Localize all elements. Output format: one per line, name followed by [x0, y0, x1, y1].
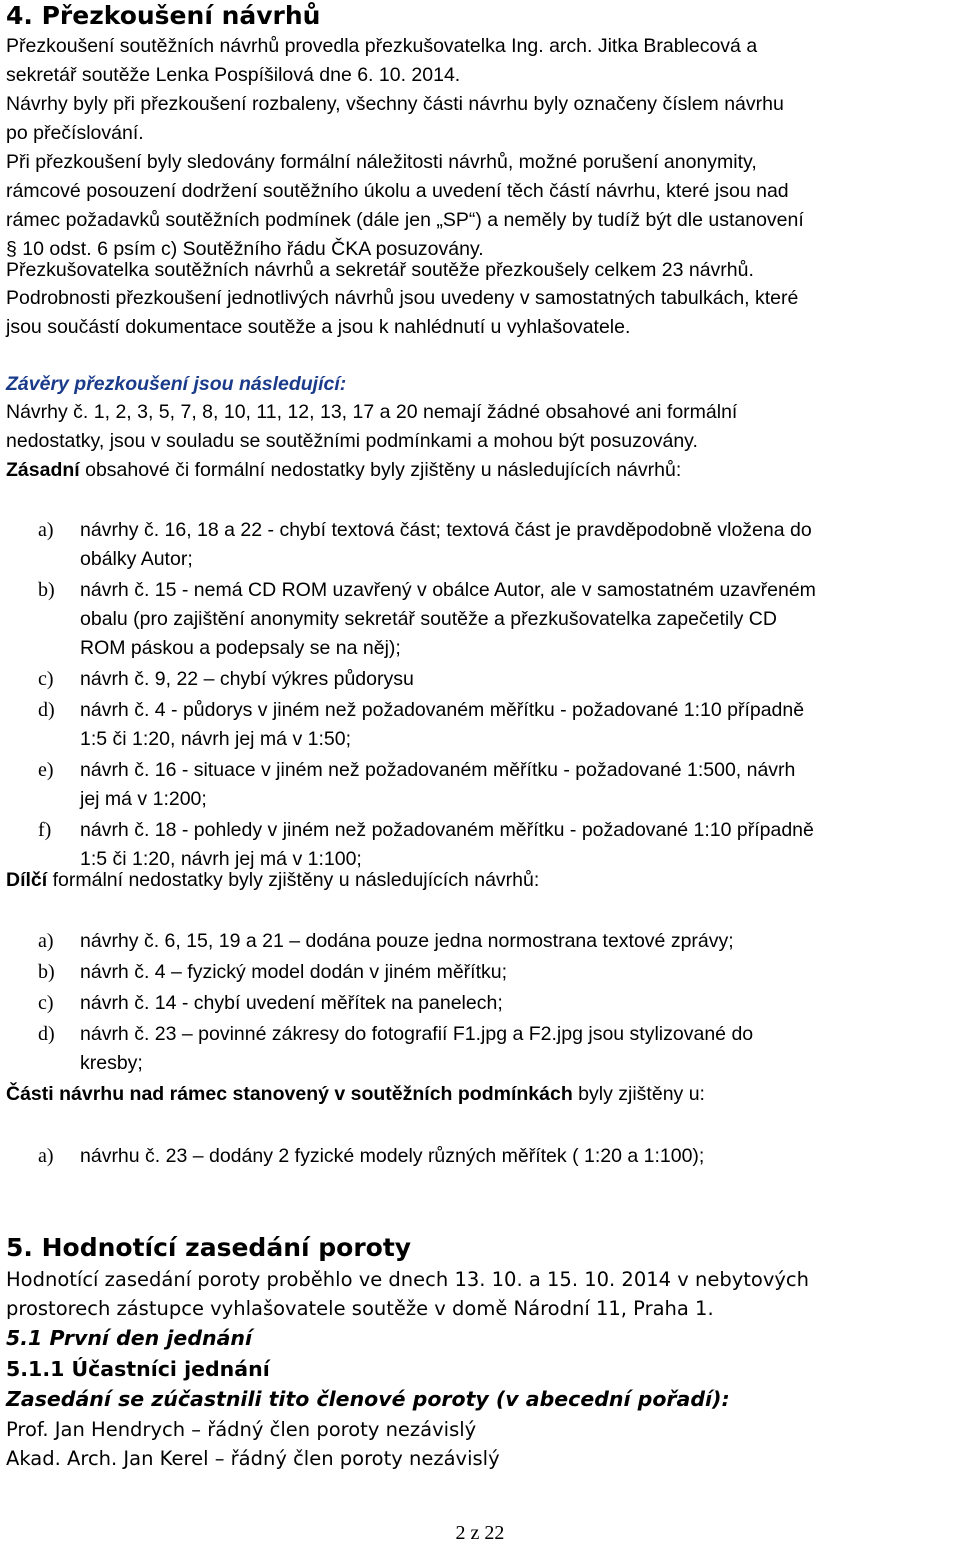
list-item	[38, 576, 958, 663]
list-item	[38, 1142, 958, 1171]
text-line: nedostatky, jsou v souladu se soutěžními podmínkami a mohou být posuzovány.	[6, 430, 698, 452]
list-item	[38, 1020, 958, 1078]
review-count-paragraph	[6, 256, 956, 285]
text-line: rámcové posouzení dodržení soutěžního úkolu a uvedení těch částí návrhu, které jsou nad	[6, 180, 789, 202]
conclusions-paragraph	[6, 398, 956, 456]
list-item	[38, 696, 958, 754]
extra-parts-intro	[6, 1080, 956, 1109]
text-line: Podrobnosti přezkoušení jednotlivých návrhů jsou uvedeny v samostatných tabulkách, které	[6, 287, 799, 309]
member-line: Prof. Jan Hendrych – řádný člen poroty nezávislý	[6, 1418, 477, 1441]
list-marker: c)	[38, 992, 54, 1014]
text-line: Návrhy č. 1, 2, 3, 5, 7, 8, 10, 11, 12, 13, 17 a 20 nemají žádné obsahové ani formální	[6, 401, 738, 423]
page-number: 2 z 22	[455, 1522, 505, 1544]
list-marker: a)	[38, 519, 54, 541]
major-label: Zásadní	[6, 459, 80, 481]
review-details-paragraph	[6, 284, 956, 342]
list-item-text: návrh č. 9, 22 – chybí výkres půdorysu	[80, 668, 414, 690]
list-item	[38, 665, 958, 694]
list-item-text: 1:5 či 1:20, návrh jej má v 1:50;	[80, 728, 351, 750]
list-item-text: návrhu č. 23 – dodány 2 fyzické modely různých měřítek ( 1:20 a 1:100);	[80, 1145, 705, 1167]
list-item-text: návrh č. 4 – fyzický model dodán v jiném měřítku;	[80, 961, 508, 983]
text-line: sekretář soutěže Lenka Pospíšilová dne 6. 10. 2014.	[6, 64, 461, 86]
list-item-text: návrhy č. 16, 18 a 22 - chybí textová část; textová část je pravděpodobně vložena do	[80, 519, 812, 541]
text-line: Při přezkoušení byly sledovány formální náležitosti návrhů, možné porušení anonymity,	[6, 151, 757, 173]
list-item-text: návrh č. 18 - pohledy v jiném než požadovaném měřítku - požadované 1:10 případně	[80, 819, 814, 841]
list-marker: e)	[38, 759, 54, 781]
section-5-title: 5. Hodnotící zasedání poroty	[6, 1233, 412, 1262]
list-item	[38, 516, 958, 574]
minor-rest: formální nedostatky byly zjištěny u následujících návrhů:	[47, 869, 540, 891]
member-line: Akad. Arch. Jan Kerel – řádný člen poroty nezávislý	[6, 1447, 500, 1470]
list-item-text: návrhy č. 6, 15, 19 a 21 – dodána pouze jedna normostrana textové zprávy;	[80, 930, 734, 952]
list-item-text: návrh č. 15 - nemá CD ROM uzavřený v obálce Autor, ale v samostatném uzavřeném	[80, 579, 816, 601]
list-item-text: návrh č. 4 - půdorys v jiném než požadovaném měřítku - požadované 1:10 případně	[80, 699, 805, 721]
list-marker: b)	[38, 961, 55, 983]
list-item-text: 1:5 či 1:20, návrh jej má v 1:100;	[80, 848, 362, 870]
text-line: Přezkoušení soutěžních návrhů provedla přezkušovatelka Ing. arch. Jitka Brablecová a	[6, 35, 758, 57]
major-deficiencies-list	[38, 516, 958, 874]
text-line: Návrhy byly při přezkoušení rozbaleny, všechny části návrhu byly označeny číslem návrhu	[6, 93, 784, 115]
text-line: § 10 odst. 6 psím c) Soutěžního řádu ČKA posuzovány.	[6, 238, 484, 260]
list-marker: f)	[38, 819, 52, 841]
subsection-5-1-1-title: 5.1.1 Účastníci jednání	[6, 1357, 270, 1381]
review-criteria-paragraph	[6, 148, 956, 264]
list-marker: d)	[38, 699, 55, 721]
list-marker: d)	[38, 1023, 55, 1045]
extra-rest: byly zjištěny u:	[572, 1083, 705, 1105]
list-item	[38, 927, 958, 956]
list-item-text: obalu (pro zajištění anonymity sekretář soutěže a přezkušovatelka zapečetily CD	[80, 608, 777, 630]
list-marker: b)	[38, 579, 55, 601]
conclusions-heading: Závěry přezkoušení jsou následující:	[6, 373, 347, 395]
list-item-text: obálky Autor;	[80, 548, 193, 570]
minor-deficiencies-list	[38, 927, 958, 1078]
list-item-text: návrh č. 14 - chybí uvedení měřítek na panelech;	[80, 992, 503, 1014]
members-heading: Zasedání se zúčastnili tito členové poroty (v abecední pořadí):	[6, 1387, 730, 1411]
list-marker: a)	[38, 930, 54, 952]
major-rest: obsahové či formální nedostatky byly zjištěny u následujících návrhů:	[79, 459, 682, 481]
list-item-text: návrh č. 23 – povinné zákresy do fotografií F1.jpg a F2.jpg jsou stylizované do	[80, 1023, 754, 1045]
list-marker: a)	[38, 1145, 54, 1167]
text-line: po přečíslování.	[6, 122, 144, 144]
text-line	[6, 456, 956, 485]
major-deficiencies-intro	[6, 456, 956, 485]
list-item-text: jej má v 1:200;	[80, 788, 207, 810]
extra-parts-list	[38, 1142, 958, 1171]
list-item-text: kresby;	[80, 1052, 143, 1074]
list-item-text: návrh č. 16 - situace v jiném než požadovaném měřítku - požadované 1:500, návrh	[80, 759, 796, 781]
list-item-text: ROM páskou a podepsaly se na něj);	[80, 637, 401, 659]
extra-label: Části návrhu nad rámec stanovený v soutěžních podmínkách	[6, 1083, 573, 1105]
section-4-title: 4. Přezkoušení návrhů	[6, 1, 321, 30]
list-marker: c)	[38, 668, 54, 690]
list-item	[38, 958, 958, 987]
text-line	[6, 1080, 956, 1109]
section-4-intro	[6, 32, 956, 148]
minor-deficiencies-intro	[6, 866, 956, 895]
text-line: rámec požadavků soutěžních podmínek (dále jen „SP“) a neměly by tudíž být dle ustanovení	[6, 209, 804, 231]
section-5-intro-line: prostorech zástupce vyhlašovatele soutěže v domě Národní 11, Praha 1.	[6, 1297, 714, 1320]
text-line: jsou součástí dokumentace soutěže a jsou k nahlédnutí u vyhlašovatele.	[6, 316, 631, 338]
text-line	[6, 866, 956, 895]
list-item	[38, 989, 958, 1018]
list-item	[38, 756, 958, 814]
text-line: Přezkušovatelka soutěžních návrhů a sekretář soutěže přezkoušely celkem 23 návrhů.	[6, 259, 754, 281]
section-5-intro-line: Hodnotící zasedání poroty proběhlo ve dnech 13. 10. a 15. 10. 2014 v nebytových	[6, 1268, 810, 1291]
minor-label: Dílčí	[6, 869, 48, 891]
subsection-5-1-title: 5.1 První den jednání	[6, 1326, 253, 1350]
